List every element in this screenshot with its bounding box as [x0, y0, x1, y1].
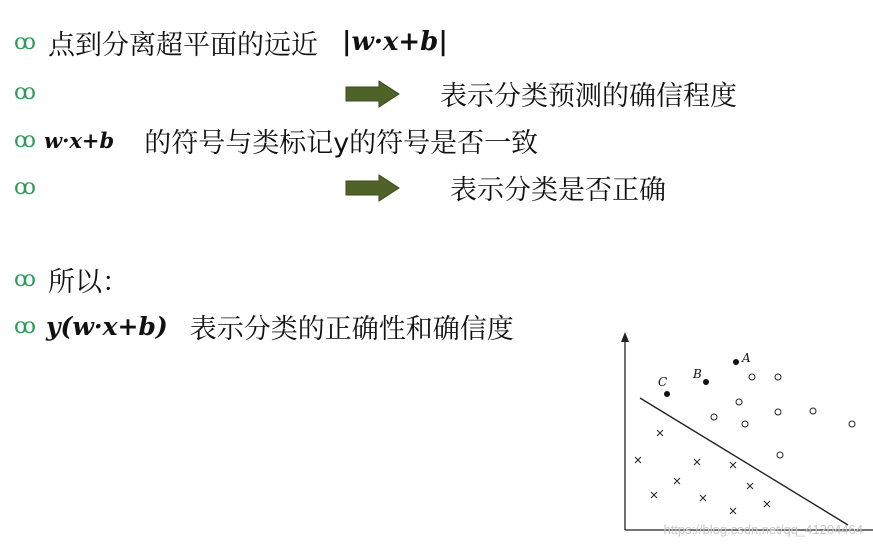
point-c	[664, 391, 670, 397]
positive-points	[711, 374, 855, 458]
y-axis-arrow	[621, 332, 629, 342]
bullet-icon: ꝏ	[14, 313, 30, 339]
line-6-formula: y(w·x+b)	[46, 311, 168, 341]
line-3-text: 的符号与类标记y的符号是否一致	[144, 127, 539, 159]
point-c-label: C	[658, 375, 668, 389]
line-5-text: 所以：	[48, 266, 129, 298]
line-3-formula: w·x+b	[44, 127, 115, 153]
bullet-icon: ꝏ	[14, 127, 30, 153]
bullet-icon: ꝏ	[14, 266, 30, 292]
separating-hyperplane	[640, 398, 848, 525]
bullet-icon: ꝏ	[14, 79, 30, 105]
point-a	[733, 359, 739, 365]
line-6-text: 表示分类的正确性和确信度	[189, 313, 514, 345]
point-a-label: A	[742, 351, 751, 365]
line-2-text: 表示分类预测的确信程度	[440, 81, 737, 112]
line-1-text: 点到分离超平面的远近	[48, 29, 318, 61]
bullet-icon: ꝏ	[14, 29, 30, 55]
watermark: https://blog.csdn.net/qq_41204464	[663, 522, 863, 537]
bullet-icon: ꝏ	[14, 174, 30, 200]
line-1-formula: |w·x+b|	[342, 27, 448, 57]
point-b-label: B	[693, 367, 702, 381]
negative-points	[635, 430, 770, 514]
point-b	[703, 379, 709, 385]
line-4-text: 表示分类是否正确	[450, 175, 666, 206]
